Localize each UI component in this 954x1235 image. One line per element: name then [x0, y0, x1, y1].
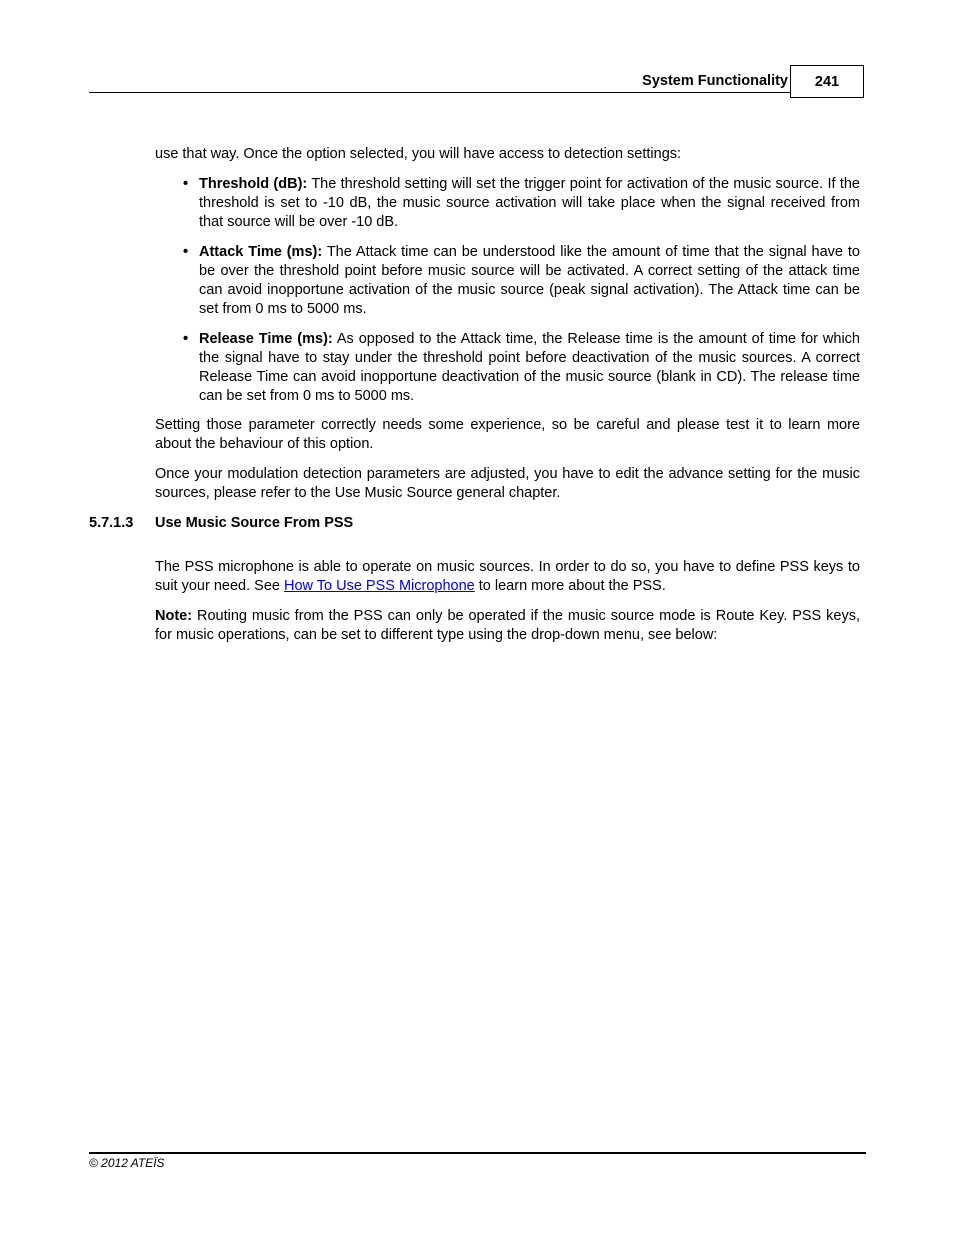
bullet-label: Release Time (ms):: [199, 331, 333, 347]
advance-setting-paragraph: Once your modulation detection parameters are adjusted, you have to edit the advance setting for the music sources, please refer to the Use Music Source general chapter.: [155, 466, 860, 501]
page-number: 241: [814, 73, 840, 90]
bullet-text: The Attack time can be understood like the amount of time that the signal have to be over the threshold point before music source will be activated. A correct setting of the attack time can avoid inopportune activation of the music source (peak signal activation). The Attack time can be set from 0 ms to 5000 ms.: [199, 244, 860, 317]
header-rule: [89, 92, 791, 93]
bullet-text: As opposed to the Attack time, the Release time is the amount of time for which the signal have to stay under the threshold point before deactivation of the music sources. A correct Release Time can avoid inopportune deactivation of the music source (blank in CD). The release time can be set from 0 ms to 5000 ms.: [199, 331, 860, 404]
list-item: [155, 243, 860, 319]
bullet-label: Threshold (dB):: [199, 176, 308, 192]
copyright-footer: © 2012 ATEÏS: [89, 1156, 165, 1170]
note-paragraph: [155, 607, 860, 645]
pss-microphone-link[interactable]: How To Use PSS Microphone: [283, 578, 475, 594]
bullet-icon: •: [183, 176, 189, 192]
page-number-box: [790, 65, 864, 98]
pss-text-after: to learn more about the PSS.: [474, 578, 666, 594]
settings-bullet-list: [155, 175, 860, 417]
list-item: [155, 330, 860, 406]
section-number: 5.7.1.3: [89, 515, 134, 531]
bullet-icon: •: [183, 331, 189, 347]
list-item: [155, 175, 860, 232]
intro-paragraph: use that way. Once the option selected, you will have access to detection settings:: [155, 146, 682, 162]
note-label: Note:: [155, 608, 193, 624]
bullet-icon: •: [183, 244, 189, 260]
running-header-title: System Functionality: [642, 73, 788, 89]
bullet-label: Attack Time (ms):: [199, 244, 323, 260]
pss-text-before: The PSS microphone is able to operate on music sources. In order to do so, you have to define PSS keys to suit your need. See: [155, 559, 860, 594]
note-text: Routing music from the PSS can only be operated if the music source mode is Route Key. PSS keys, for music operations, can be set to different type using the drop-down menu, see below:: [155, 608, 860, 643]
pss-paragraph: [155, 558, 860, 596]
section-heading: Use Music Source From PSS: [155, 515, 354, 531]
bullet-text: The threshold setting will set the trigger point for activation of the music source. If the threshold is set to -10 dB, the music source activation will take place when the signal received from that source will be over -10 dB.: [199, 176, 860, 230]
footer-rule: [89, 1152, 866, 1154]
settings-caution-paragraph: Setting those parameter correctly needs some experience, so be careful and please test it to learn more about the behaviour of this option.: [155, 417, 860, 452]
